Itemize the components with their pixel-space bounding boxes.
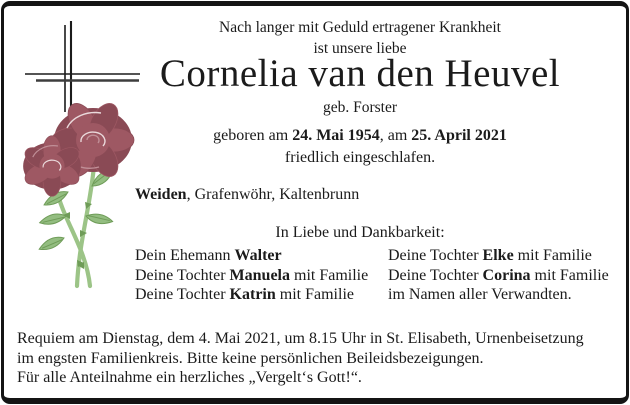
mourner-name: Katrin (229, 286, 276, 304)
mourner-relation: Dein Ehemann (135, 247, 235, 264)
deceased-name: Cornelia van den Heuvel (159, 52, 561, 95)
place-primary: Weiden (135, 186, 187, 203)
intro-line-1: Nach langer mit Geduld ertragener Krankheit (219, 19, 501, 36)
tribute-heading: In Liebe und Dankbarkeit: (275, 224, 445, 241)
thanks-line: Für alle Anteilnahme ein herzliches „Vergelt‘s Gott!“. (17, 369, 362, 387)
life-dates-line (130, 127, 590, 145)
service-details (17, 329, 619, 388)
mourner-suffix: mit Familie (530, 266, 609, 284)
death-closing-line: friedlich eingeschlafen. (284, 149, 436, 166)
mourner-entry (135, 246, 368, 266)
memorial-notice-card (1, 1, 629, 404)
mourner-name: Elke (482, 247, 514, 264)
mourner-relation: Deine Tochter (135, 286, 230, 304)
mourners-column-left (135, 246, 368, 305)
mourner-name: Corina (482, 266, 531, 284)
death-date: 25. April 2021 (411, 127, 507, 144)
two-roses-icon (22, 98, 134, 286)
mourner-entry (388, 266, 609, 286)
places-line (135, 186, 359, 204)
born-prefix: geboren am (213, 127, 293, 144)
mourner-name: Walter (234, 247, 282, 264)
mourner-entry (135, 285, 368, 305)
mourner-entry (388, 246, 609, 266)
mourner-entry (135, 266, 368, 286)
memorial-cross-icon (25, 21, 140, 116)
mourner-suffix: mit Familie (275, 286, 354, 304)
mourner-relation: Deine Tochter (135, 266, 230, 284)
requiem-line: Requiem am Dienstag, dem 4. Mai 2021, um 8.15 Uhr in St. Elisabeth, Urnenbeisetzung (17, 330, 584, 347)
mourner-suffix: mit Familie (513, 247, 592, 264)
dates-separator: , am (379, 127, 412, 144)
mourners-column-right (388, 246, 609, 305)
birth-date: 24. Mai 1954 (292, 127, 380, 144)
burial-line: im engsten Familienkreis. Bitte keine persönlichen Beileidsbezeigungen. (17, 349, 484, 367)
cross-and-roses-graphic (22, 16, 147, 298)
mourner-relation: Deine Tochter (388, 266, 483, 284)
places-others: , Grafenwöhr, Kaltenbrunn (186, 186, 360, 203)
mourner-relation: im Namen aller Verwandten. (388, 286, 572, 304)
mourner-relation: Deine Tochter (388, 247, 483, 264)
mourner-entry (388, 285, 609, 305)
maiden-name: geb. Forster (322, 99, 398, 116)
mourner-suffix: mit Familie (290, 266, 369, 284)
mourner-name: Manuela (229, 266, 290, 284)
intro-line-2: ist unsere liebe (313, 40, 407, 57)
